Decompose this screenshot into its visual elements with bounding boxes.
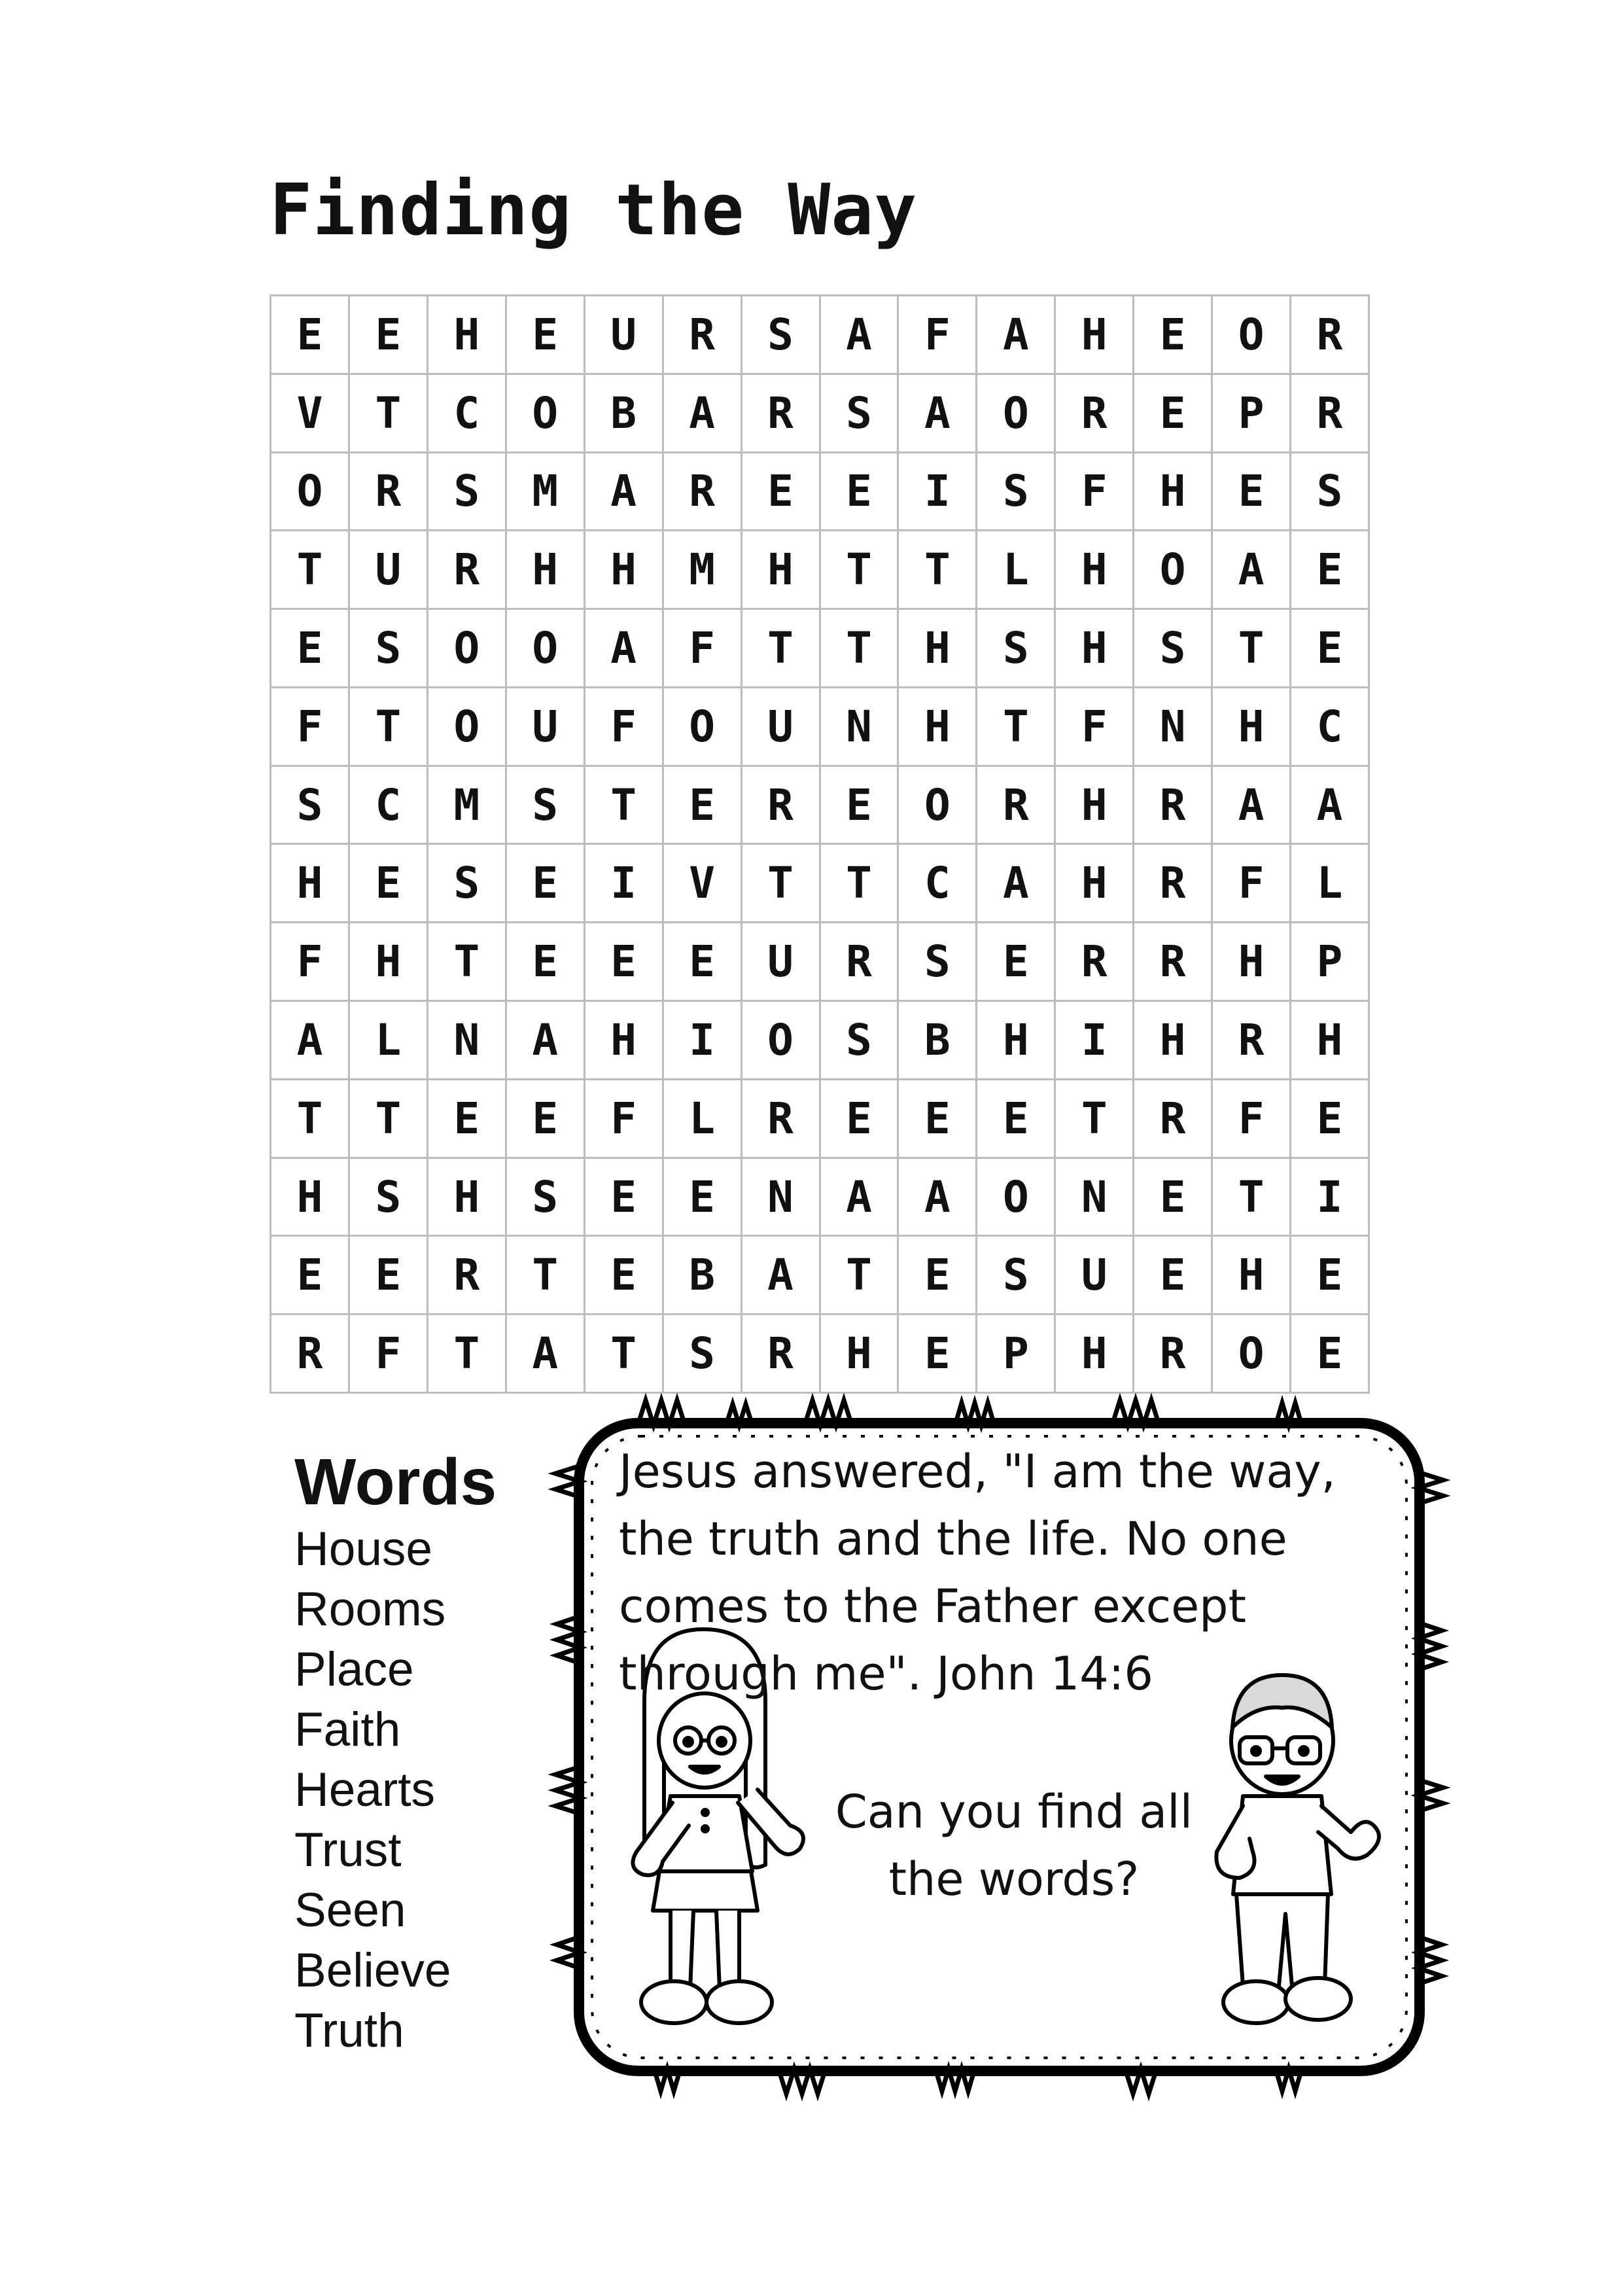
word-list-item: House — [294, 1523, 433, 1576]
grid-cell: O — [271, 453, 350, 532]
grid-cell: O — [428, 610, 507, 688]
grid-cell: O — [899, 767, 977, 845]
grid-cell: T — [742, 610, 821, 688]
grid-cell: E — [507, 296, 585, 375]
grid-cell: R — [1291, 375, 1370, 453]
grid-cell: S — [428, 453, 507, 532]
grid-cell: F — [350, 1315, 428, 1394]
grid-cell: O — [1213, 1315, 1291, 1394]
grid-cell: R — [1291, 296, 1370, 375]
grid-cell: A — [507, 1315, 585, 1394]
grid-cell: E — [350, 845, 428, 923]
grid-cell: A — [821, 1159, 899, 1237]
grid-cell: R — [1134, 923, 1213, 1002]
grid-cell: H — [428, 1159, 507, 1237]
grid-cell: N — [1056, 1159, 1134, 1237]
grid-cell: O — [507, 610, 585, 688]
grid-cell: E — [1291, 1237, 1370, 1315]
grid-cell: F — [1213, 1080, 1291, 1159]
grid-cell: S — [977, 610, 1056, 688]
grid-cell: T — [350, 688, 428, 767]
grid-cell: H — [1134, 1002, 1213, 1080]
grid-cell: R — [742, 1080, 821, 1159]
grid-cell: T — [1213, 1159, 1291, 1237]
grid-cell: R — [350, 453, 428, 532]
grid-cell: I — [664, 1002, 742, 1080]
grid-cell: H — [1134, 453, 1213, 532]
grid-cell: E — [1134, 1159, 1213, 1237]
grid-cell: R — [1056, 375, 1134, 453]
grid-cell: H — [742, 531, 821, 610]
grid-cell: H — [271, 845, 350, 923]
grid-cell: T — [977, 688, 1056, 767]
grid-cell: H — [428, 296, 507, 375]
grid-cell: P — [1291, 923, 1370, 1002]
word-list-item: Rooms — [294, 1583, 446, 1636]
grid-cell: S — [507, 1159, 585, 1237]
grid-cell: C — [428, 375, 507, 453]
grid-cell: E — [664, 1159, 742, 1237]
grid-cell: O — [1134, 531, 1213, 610]
grid-cell: R — [1213, 1002, 1291, 1080]
grid-cell: U — [585, 296, 664, 375]
words-heading: Words — [294, 1445, 497, 1519]
grid-cell: E — [977, 923, 1056, 1002]
grid-cell: U — [742, 923, 821, 1002]
grid-cell: A — [977, 296, 1056, 375]
grid-cell: T — [585, 1315, 664, 1394]
grid-cell: H — [1056, 1315, 1134, 1394]
grid-cell: R — [1134, 845, 1213, 923]
grid-cell: E — [507, 845, 585, 923]
grid-cell: S — [821, 375, 899, 453]
grid-cell: H — [1213, 688, 1291, 767]
grid-cell: V — [271, 375, 350, 453]
grid-cell: E — [821, 1080, 899, 1159]
grid-cell: O — [507, 375, 585, 453]
grid-cell: F — [899, 296, 977, 375]
grid-cell: U — [1056, 1237, 1134, 1315]
grid-cell: E — [350, 1237, 428, 1315]
grid-cell: A — [899, 375, 977, 453]
grid-cell: A — [742, 1237, 821, 1315]
grid-cell: F — [1213, 845, 1291, 923]
word-list-item: Trust — [294, 1824, 402, 1877]
grid-cell: P — [977, 1315, 1056, 1394]
grid-cell: R — [1134, 1315, 1213, 1394]
grid-cell: S — [350, 610, 428, 688]
grid-cell: R — [1134, 1080, 1213, 1159]
grid-cell: H — [1056, 610, 1134, 688]
grid-cell: T — [1056, 1080, 1134, 1159]
grid-cell: P — [1213, 375, 1291, 453]
grid-cell: A — [977, 845, 1056, 923]
grid-cell: E — [899, 1315, 977, 1394]
bible-quote: Jesus answered, "I am the way, the truth and the life. No one comes to the Father except through me". John 14:6 — [619, 1445, 1336, 1701]
grid-cell: E — [1213, 453, 1291, 532]
grid-cell: F — [271, 923, 350, 1002]
grid-cell: I — [899, 453, 977, 532]
grid-cell: R — [821, 923, 899, 1002]
grid-cell: V — [664, 845, 742, 923]
grid-cell: O — [977, 1159, 1056, 1237]
word-list-item: Place — [294, 1643, 414, 1696]
grid-cell: F — [1056, 688, 1134, 767]
grid-cell: C — [350, 767, 428, 845]
grid-cell: H — [1056, 845, 1134, 923]
grid-cell: T — [271, 1080, 350, 1159]
grid-cell: A — [899, 1159, 977, 1237]
grid-cell: H — [507, 531, 585, 610]
grid-cell: M — [428, 767, 507, 845]
grid-cell: U — [507, 688, 585, 767]
grid-cell: H — [899, 610, 977, 688]
grid-cell: S — [1291, 453, 1370, 532]
grid-cell: E — [664, 767, 742, 845]
grid-cell: U — [350, 531, 428, 610]
grid-cell: R — [742, 1315, 821, 1394]
grid-cell: A — [507, 1002, 585, 1080]
word-list-item: Believe — [294, 1944, 451, 1997]
grid-cell: B — [585, 375, 664, 453]
grid-cell: H — [1213, 1237, 1291, 1315]
grid-cell: T — [899, 531, 977, 610]
grid-cell: S — [899, 923, 977, 1002]
word-list-item: Truth — [294, 2004, 404, 2057]
grid-cell: A — [1213, 767, 1291, 845]
grid-cell: I — [1291, 1159, 1370, 1237]
grid-cell: T — [821, 1237, 899, 1315]
grid-cell: S — [742, 296, 821, 375]
grid-cell: S — [664, 1315, 742, 1394]
word-list-item: Hearts — [294, 1763, 436, 1816]
grid-cell: H — [1291, 1002, 1370, 1080]
word-list-item: Faith — [294, 1703, 401, 1756]
grid-cell: E — [742, 453, 821, 532]
grid-cell: T — [821, 531, 899, 610]
grid-cell: L — [1291, 845, 1370, 923]
grid-cell: R — [977, 767, 1056, 845]
grid-cell: M — [664, 531, 742, 610]
grid-cell: N — [1134, 688, 1213, 767]
grid-cell: T — [742, 845, 821, 923]
grid-cell: H — [1056, 767, 1134, 845]
grid-cell: S — [428, 845, 507, 923]
grid-cell: H — [271, 1159, 350, 1237]
grid-cell: L — [977, 531, 1056, 610]
grid-cell: E — [585, 923, 664, 1002]
grid-cell: E — [271, 296, 350, 375]
grid-cell: S — [821, 1002, 899, 1080]
grid-cell: T — [350, 375, 428, 453]
grid-cell: F — [1056, 453, 1134, 532]
grid-cell: E — [1134, 1237, 1213, 1315]
grid-cell: E — [507, 923, 585, 1002]
grid-cell: T — [428, 1315, 507, 1394]
grid-cell: E — [428, 1080, 507, 1159]
grid-cell: C — [1291, 688, 1370, 767]
grid-cell: A — [585, 610, 664, 688]
grid-cell: A — [821, 296, 899, 375]
grid-cell: T — [271, 531, 350, 610]
grid-cell: F — [585, 1080, 664, 1159]
grid-cell: T — [350, 1080, 428, 1159]
grid-cell: A — [664, 375, 742, 453]
grid-cell: H — [585, 531, 664, 610]
grid-cell: S — [350, 1159, 428, 1237]
grid-cell: E — [507, 1080, 585, 1159]
grid-cell: L — [664, 1080, 742, 1159]
grid-cell: H — [1056, 296, 1134, 375]
grid-cell: H — [1213, 923, 1291, 1002]
grid-cell: I — [585, 845, 664, 923]
grid-cell: L — [350, 1002, 428, 1080]
grid-cell: S — [977, 1237, 1056, 1315]
grid-cell: H — [1056, 531, 1134, 610]
grid-cell: R — [664, 296, 742, 375]
grid-cell: E — [1134, 296, 1213, 375]
grid-cell: R — [1134, 767, 1213, 845]
grid-cell: T — [821, 845, 899, 923]
grid-cell: E — [585, 1159, 664, 1237]
grid-cell: I — [1056, 1002, 1134, 1080]
grid-cell: E — [899, 1080, 977, 1159]
grid-cell: R — [1056, 923, 1134, 1002]
grid-cell: E — [1291, 1315, 1370, 1394]
grid-cell: B — [899, 1002, 977, 1080]
grid-cell: E — [350, 296, 428, 375]
grid-cell: E — [1291, 1080, 1370, 1159]
grid-cell: U — [742, 688, 821, 767]
grid-cell: R — [271, 1315, 350, 1394]
grid-cell: T — [821, 610, 899, 688]
grid-cell: E — [821, 453, 899, 532]
grid-cell: H — [977, 1002, 1056, 1080]
grid-cell: O — [977, 375, 1056, 453]
grid-cell: E — [585, 1237, 664, 1315]
grid-cell: B — [664, 1237, 742, 1315]
grid-cell: C — [899, 845, 977, 923]
grid-cell: E — [1291, 531, 1370, 610]
grid-cell: S — [507, 767, 585, 845]
grid-cell: E — [899, 1237, 977, 1315]
grid-cell: H — [821, 1315, 899, 1394]
grid-cell: F — [585, 688, 664, 767]
find-words-prompt: Can you find all the words? — [835, 1785, 1193, 1906]
grid-cell: F — [664, 610, 742, 688]
grid-cell: E — [821, 767, 899, 845]
grid-cell: H — [585, 1002, 664, 1080]
grid-cell: N — [428, 1002, 507, 1080]
grid-cell: S — [977, 453, 1056, 532]
grid-cell: R — [428, 1237, 507, 1315]
grid-cell: R — [742, 767, 821, 845]
grid-cell: S — [271, 767, 350, 845]
grid-cell: N — [742, 1159, 821, 1237]
grid-cell: T — [507, 1237, 585, 1315]
word-list-item: Seen — [294, 1884, 406, 1937]
grid-cell: H — [350, 923, 428, 1002]
grid-cell: M — [507, 453, 585, 532]
grid-cell: N — [821, 688, 899, 767]
grid-cell: R — [428, 531, 507, 610]
grid-cell: R — [664, 453, 742, 532]
grid-cell: O — [742, 1002, 821, 1080]
grid-cell: T — [428, 923, 507, 1002]
grid-cell: O — [664, 688, 742, 767]
grid-cell: A — [1213, 531, 1291, 610]
grid-cell: O — [1213, 296, 1291, 375]
grid-cell: S — [1134, 610, 1213, 688]
grid-cell: E — [664, 923, 742, 1002]
grid-cell: E — [1134, 375, 1213, 453]
grid-cell: E — [271, 1237, 350, 1315]
page-title: Finding the Way — [270, 169, 918, 251]
grid-cell: A — [1291, 767, 1370, 845]
grid-cell: A — [585, 453, 664, 532]
grid-cell: T — [1213, 610, 1291, 688]
grid-cell: E — [271, 610, 350, 688]
grid-cell: A — [271, 1002, 350, 1080]
grid-cell: E — [977, 1080, 1056, 1159]
grid-cell: F — [271, 688, 350, 767]
grid-cell: O — [428, 688, 507, 767]
grid-cell: R — [742, 375, 821, 453]
grid-cell: T — [585, 767, 664, 845]
grid-cell: H — [899, 688, 977, 767]
grid-cell: E — [1291, 610, 1370, 688]
